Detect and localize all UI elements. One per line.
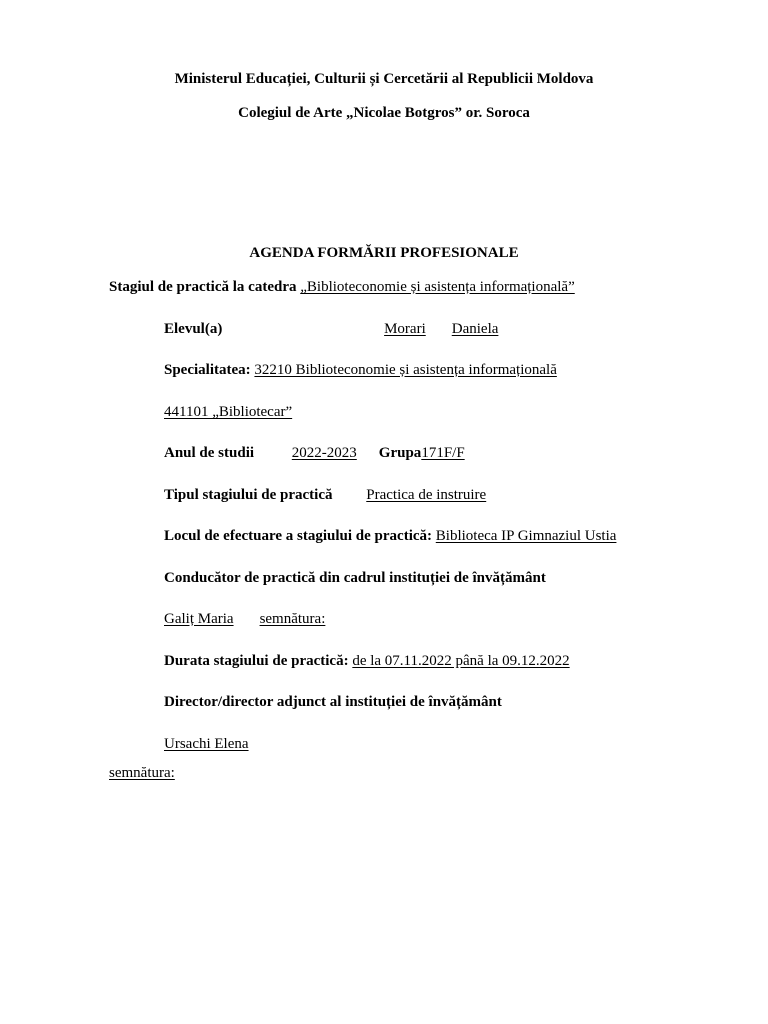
internship-type-line: [164, 486, 490, 504]
group-value: 171F/F: [421, 445, 465, 461]
duration-label: Durata stagiului de practică:: [164, 653, 349, 669]
study-year-field: [258, 445, 379, 461]
ministry-heading: Ministerul Educației, Culturii și Cercetării al Republicii Moldova: [174, 71, 594, 87]
supervisor-label: Conducător de practică din cadrul instituției de învățământ: [164, 570, 546, 586]
supervisor-name: Galiț Maria: [164, 611, 234, 627]
director-label: Director/director adjunct al instituției de învățământ: [164, 694, 502, 710]
supervisor-signature-field: [164, 611, 469, 627]
director-name-field: [164, 736, 257, 752]
student-first-name: Morari: [384, 321, 426, 337]
duration-value: de la 07.11.2022 până la 09.12.2022: [352, 653, 570, 669]
qualification: 441101 „Bibliotecar”: [164, 404, 293, 420]
supervisor-signature-label: semnătura:: [259, 611, 326, 627]
director-name-line: [164, 735, 257, 753]
group-label: Grupa: [378, 445, 422, 461]
student-label: Elevul(a): [164, 321, 223, 337]
student-line: [164, 320, 498, 338]
specialty-value: 32210 Biblioteconomie și asistența informațională: [254, 362, 557, 378]
specialty-label: Specialitatea:: [164, 362, 251, 378]
director-signature-field: [109, 765, 547, 781]
internship-department: „Biblioteconomie și asistența informațională”: [300, 279, 575, 295]
student-last-name: Daniela: [451, 321, 499, 337]
internship-type-field: [336, 487, 490, 503]
study-year-value: 2022-2023: [291, 445, 357, 461]
internship-type-value: Practica de instruire: [366, 487, 487, 503]
director-signature-label: semnătura:: [109, 765, 175, 781]
internship-line: [109, 278, 575, 296]
specialty-line: [164, 361, 557, 379]
document-title: AGENDA FORMĂRII PROFESIONALE: [249, 245, 519, 261]
study-year-label: Anul de studii: [164, 445, 255, 461]
internship-label: Stagiul de practică la catedra: [109, 279, 297, 295]
location-line: [164, 527, 616, 545]
location-label: Locul de efectuare a stagiului de practică:: [164, 528, 433, 544]
director-signature-line: [109, 764, 547, 782]
supervisor-line: [164, 610, 469, 628]
duration-line: [164, 652, 570, 670]
study-year-line: [164, 444, 465, 462]
internship-type-label: Tipul stagiului de practică: [164, 487, 333, 503]
student-name-field: [226, 321, 498, 337]
director-name: Ursachi Elena: [164, 736, 249, 752]
location-value: Biblioteca IP Gimnaziul Ustia: [435, 528, 617, 544]
college-heading: Colegiul de Arte „Nicolae Botgros” or. Soroca: [238, 105, 530, 121]
